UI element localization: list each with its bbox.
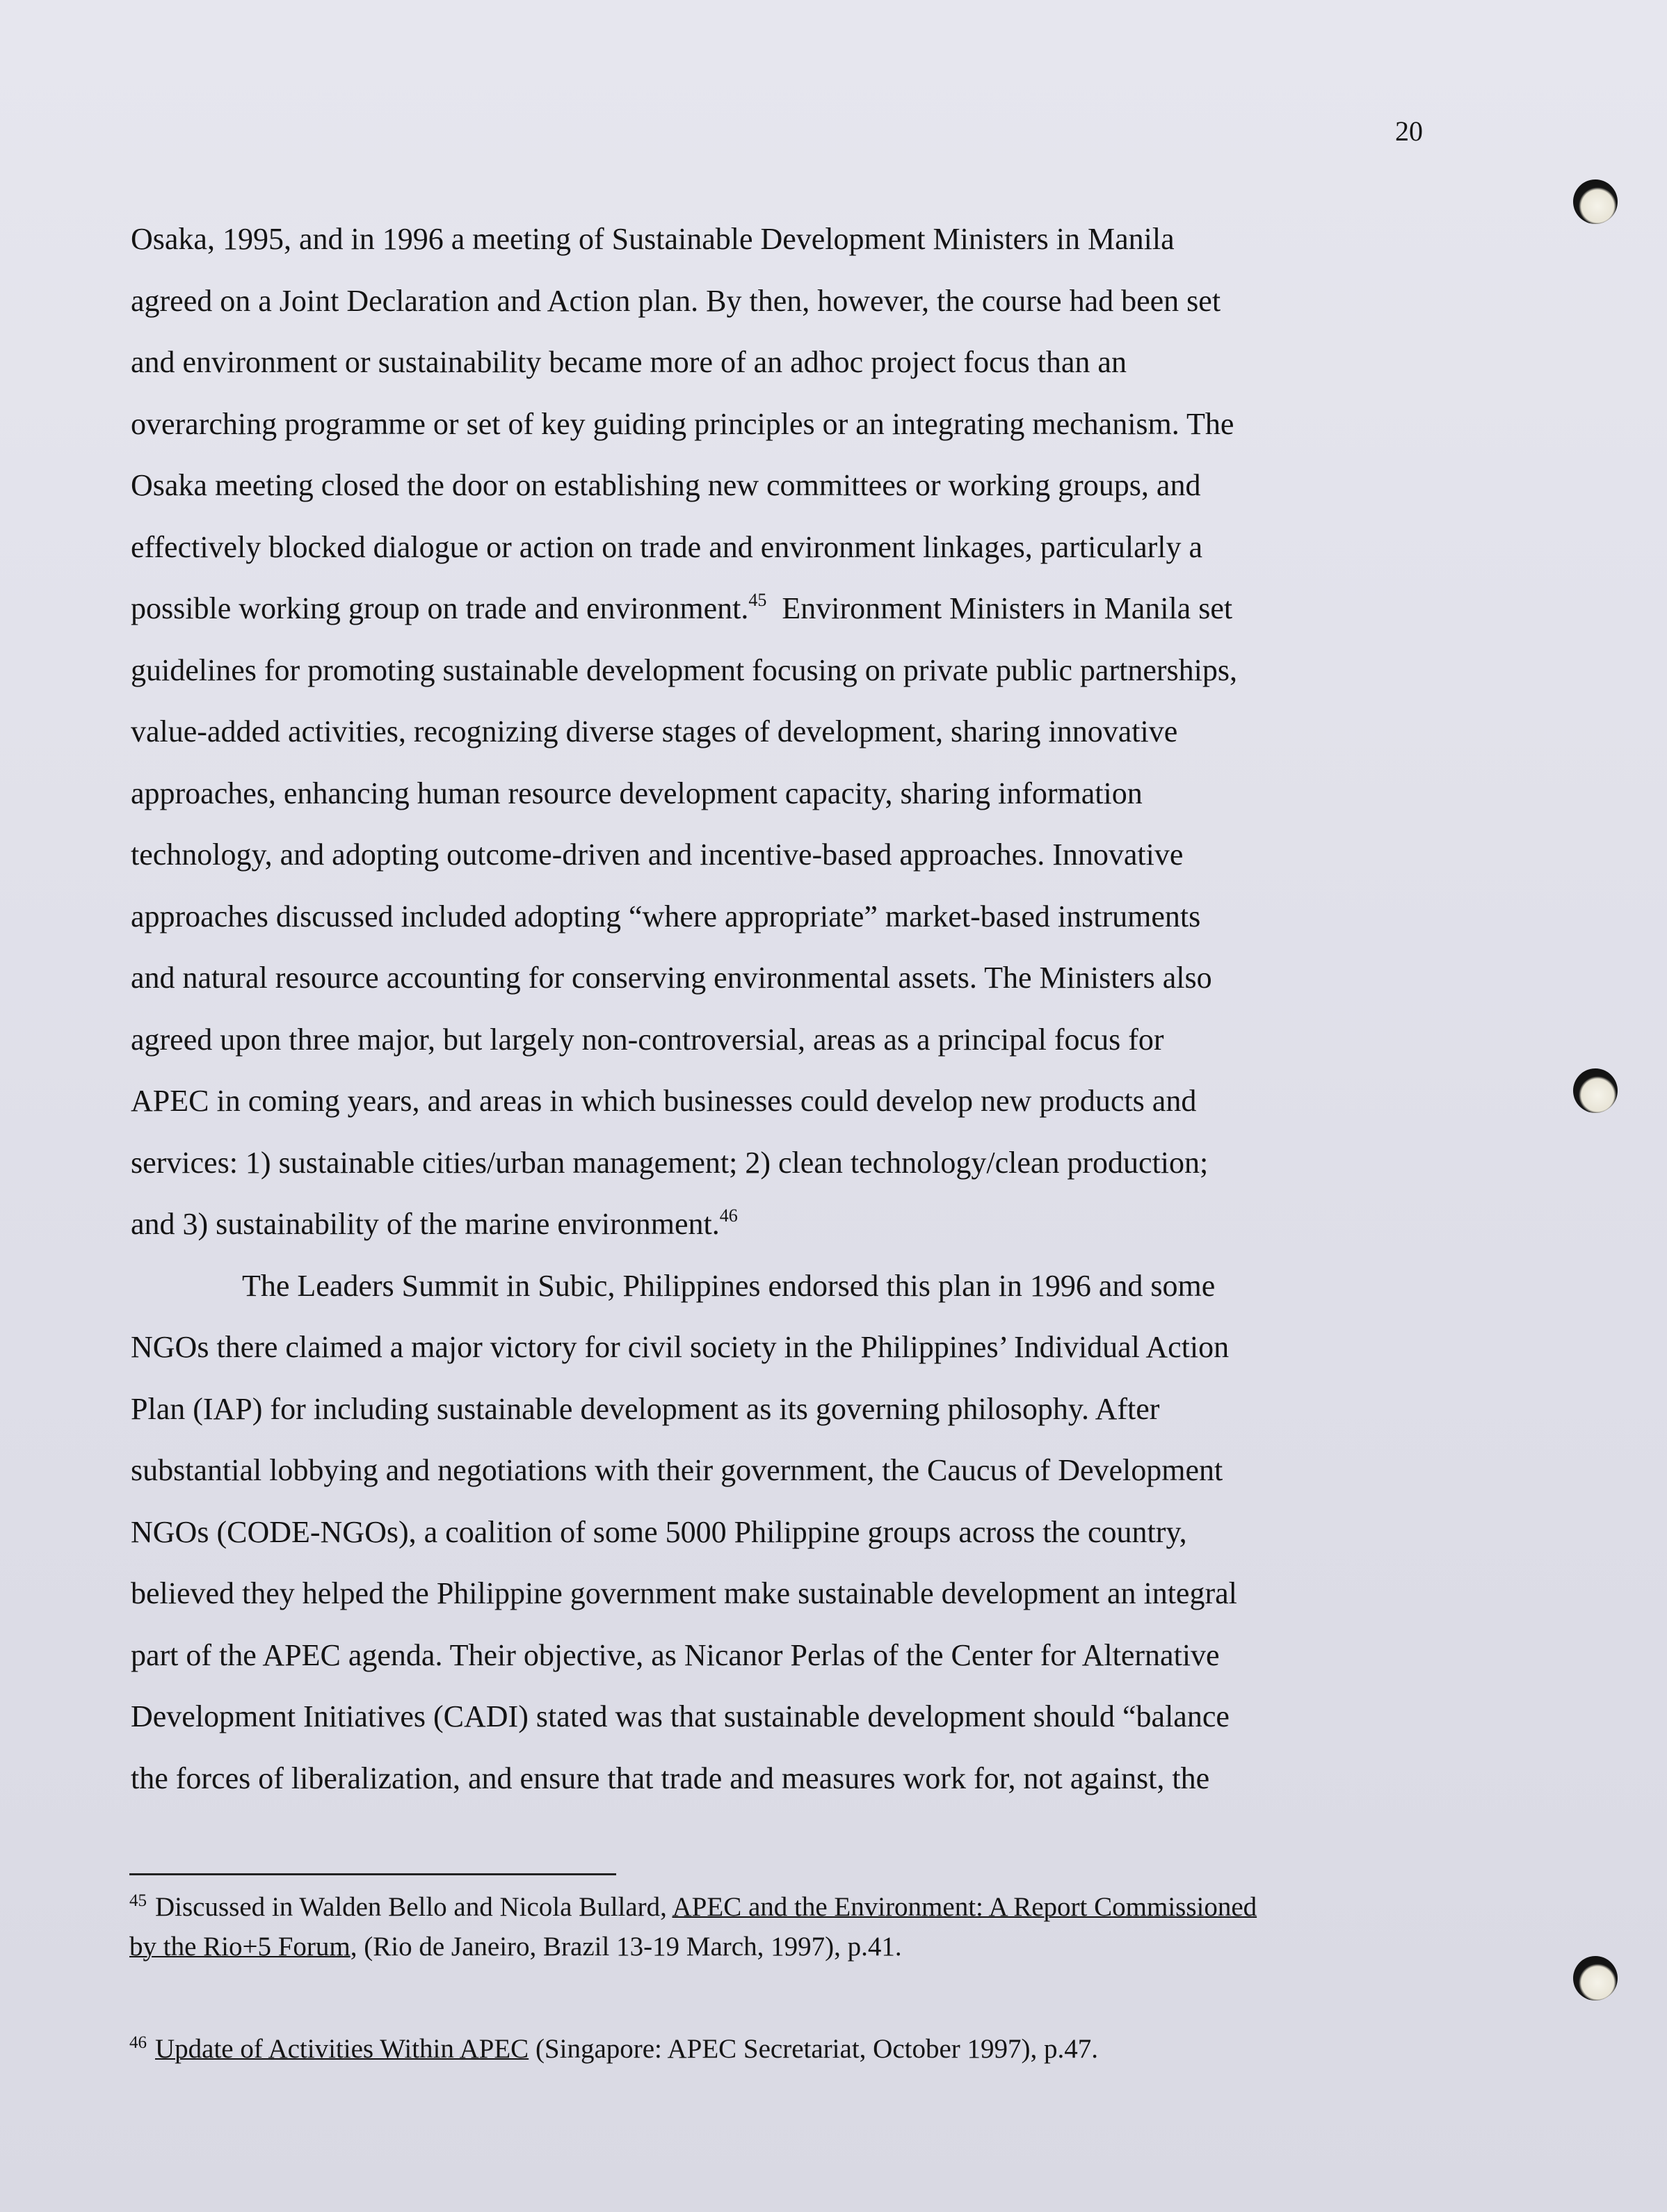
body-line-text: possible working group on trade and environment. (131, 591, 749, 625)
footnote-46 (129, 2031, 1437, 2071)
footnote-number: 46 (129, 2033, 147, 2052)
body-line: NGOs (CODE-NGOs), a coalition of some 5000 Philippine groups across the country, (131, 1514, 1187, 1549)
body-line-text: and 3) sustainability of the marine environment. (131, 1207, 720, 1241)
body-line: Plan (IAP) for including sustainable development as its governing philosophy. After (131, 1391, 1160, 1426)
body-line: overarching programme or set of key guiding principles or an integrating mechanism. The (131, 406, 1234, 441)
footnote-ref-46: 46 (719, 1205, 738, 1226)
body-line: part of the APEC agenda. Their objective, as Nicanor Perlas of the Center for Alternative (131, 1637, 1220, 1672)
body-line: Development Initiatives (CADI) stated was that sustainable development should “balance (131, 1699, 1230, 1733)
footnote-number: 45 (129, 1891, 147, 1910)
body-line: agreed upon three major, but largely non-controversial, areas as a principal focus for (131, 1022, 1164, 1057)
body-line: value-added activities, recognizing diverse stages of development, sharing innovative (131, 714, 1178, 748)
body-line: Osaka, 1995, and in 1996 a meeting of Sustainable Development Ministers in Manila (131, 222, 1175, 256)
footnote-45 (129, 1889, 1437, 1965)
body-line: Osaka meeting closed the door on establishing new committees or working groups, and (131, 468, 1201, 502)
body-line: approaches, enhancing human resource development capacity, sharing information (131, 776, 1143, 810)
body-line: believed they helped the Philippine government make sustainable development an integral (131, 1576, 1237, 1610)
body-line: NGOs there claimed a major victory for civil society in the Philippines’ Individual Action (131, 1330, 1230, 1364)
punch-hole (1573, 1068, 1618, 1113)
body-line: and environment or sustainability became more of an adhoc project focus than an (131, 345, 1127, 379)
footnote-separator (129, 1873, 616, 1875)
footnote-source-title: Update of Activities Within APEC (155, 2034, 529, 2064)
footnote-source-title: by the Rio+5 Forum (129, 1932, 351, 1962)
body-line: APEC in coming years, and areas in which businesses could develop new products and (131, 1084, 1197, 1118)
paragraph-start-line: The Leaders Summit in Subic, Philippines endorsed this plan in 1996 and some (242, 1268, 1216, 1303)
footnote-line (129, 1889, 1437, 1929)
body-line-text: Environment Ministers in Manila set (766, 591, 1233, 625)
footnote-ref-45: 45 (748, 590, 767, 610)
footnote-line (129, 1929, 1437, 1965)
body-line: and natural resource accounting for conserving environmental assets. The Ministers also (131, 961, 1212, 995)
footnote-text: Discussed in Walden Bello and Nicola Bullard, (155, 1892, 673, 1922)
footnote-text: , (Rio de Janeiro, Brazil 13-19 March, 1997), p.41. (350, 1932, 902, 1962)
footnote-source-title: APEC and the Environment: A Report Commissioned (672, 1892, 1257, 1922)
body-line: technology, and adopting outcome-driven and incentive-based approaches. Innovative (131, 837, 1184, 872)
footnote-text: (Singapore: APEC Secretariat, October 1997), p.47. (529, 2034, 1098, 2064)
body-line: services: 1) sustainable cities/urban management; 2) clean technology/clean production; (131, 1145, 1209, 1180)
body-line: guidelines for promoting sustainable development focusing on private public partnerships, (131, 652, 1237, 687)
body-line (131, 578, 1438, 640)
page-number: 20 (1395, 115, 1423, 147)
body-line: approaches discussed included adopting “where appropriate” market-based instruments (131, 899, 1201, 933)
body-line (131, 1194, 1438, 1256)
punch-hole (1573, 179, 1618, 224)
footnote-line (129, 2031, 1437, 2071)
body-line: substantial lobbying and negotiations with their government, the Caucus of Development (131, 1453, 1223, 1487)
punch-hole (1573, 1956, 1618, 2001)
body-line: agreed on a Joint Declaration and Action plan. By then, however, the course had been set (131, 283, 1221, 318)
body-text (131, 209, 1438, 1809)
body-line: effectively blocked dialogue or action on trade and environment linkages, particularly a (131, 529, 1203, 564)
body-line: the forces of liberalization, and ensure that trade and measures work for, not against, the (131, 1761, 1210, 1795)
